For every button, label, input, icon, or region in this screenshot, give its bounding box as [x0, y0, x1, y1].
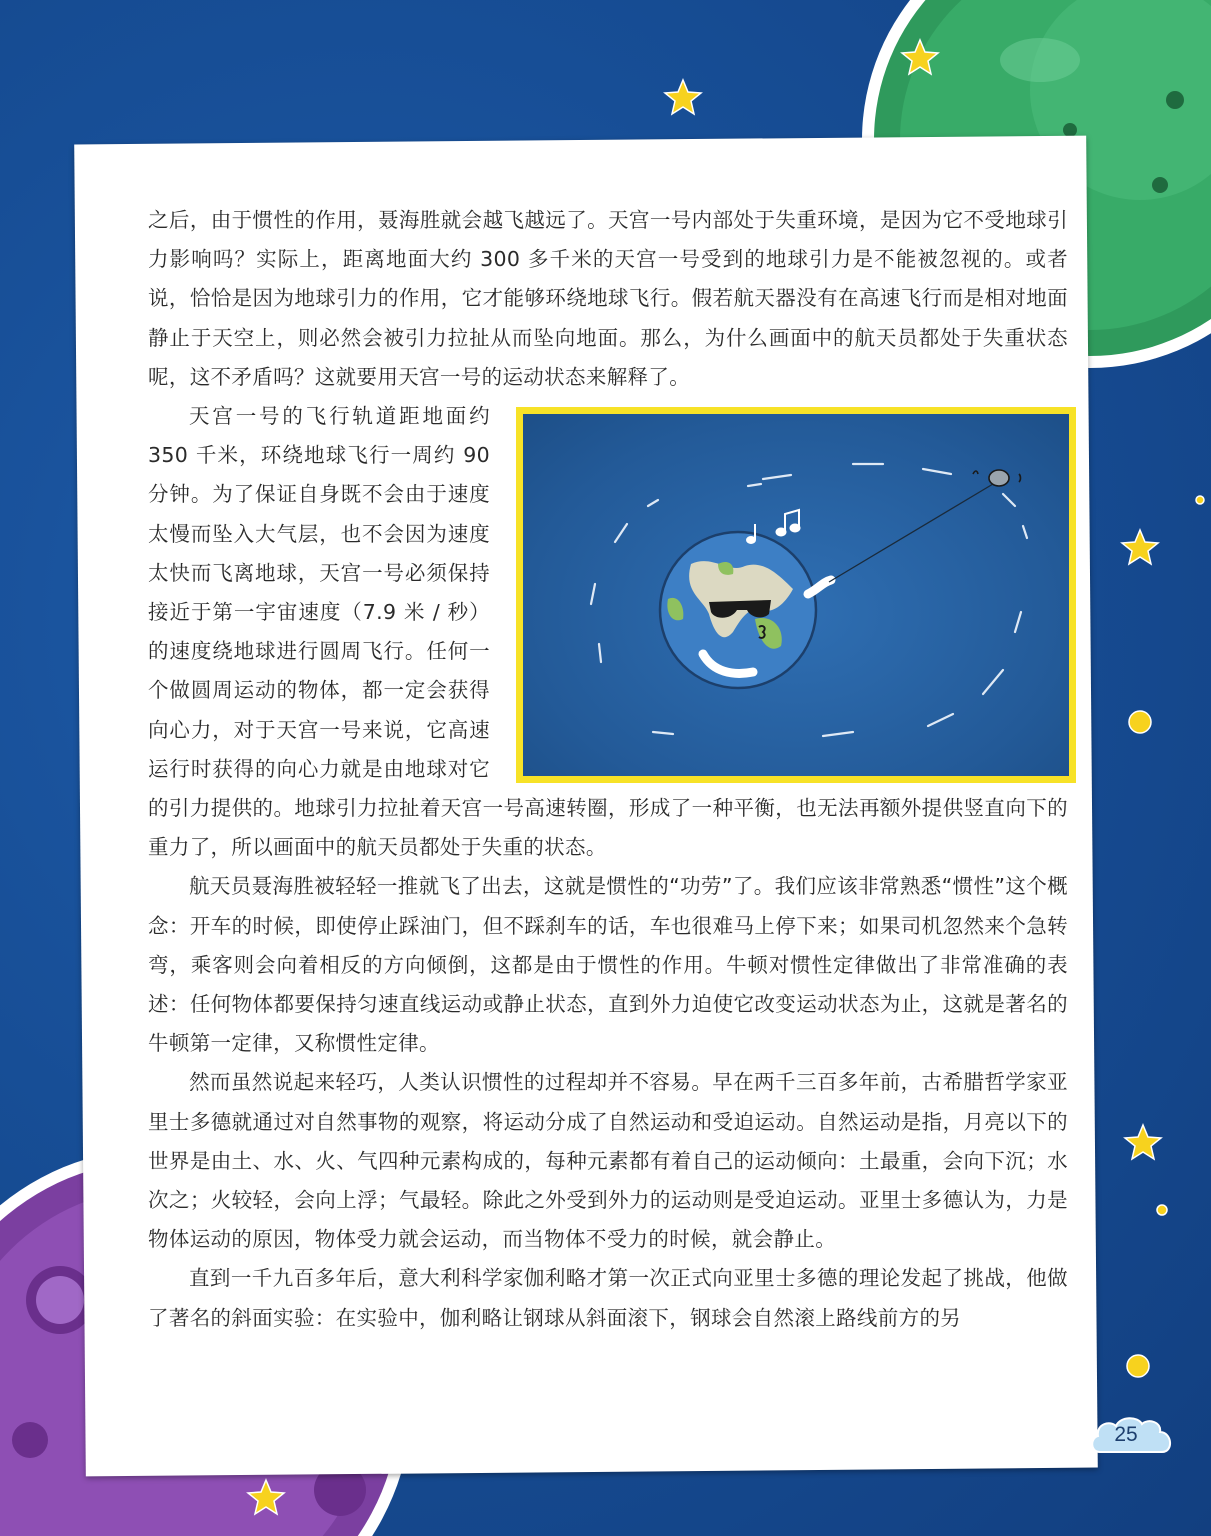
paragraph-3: 航天员聂海胜被轻轻一推就飞了出去，这就是惯性的“功劳”了。我们应该非常熟悉“惯性”这个概念：开车的时候，即使停止踩油门，但不踩刹车的话，车也很难马上停下来；如果司机忽然来个急转弯，乘客则会向着相反的方向倾倒，这都是由于惯性的作用。牛顿对惯性定律做出了非常准确的表述：任何物体都要保持匀速直线运动或静止状态，直到外力迫使它改变运动状态为止，这就是著名的牛顿第一定律，又称惯性定律。 — [148, 874, 1068, 1056]
paragraph-4: 然而虽然说起来轻巧，人类认识惯性的过程却并不容易。早在两千三百多年前，古希腊哲学家亚里士多德就通过对自然事物的观察，将运动分成了自然运动和受迫运动。自然运动是指，月亮以下的世界是由土、水、火、气四种元素构成的，每种元素都有着自己的运动倾向：土最重，会向下沉；水次之；火较轻，会向上浮；气最轻。除此之外受到外力的运动则是受迫运动。亚里士多德认为，力是物体运动的原因，物体受力就会运动，而当物体不受力的时候，就会静止。 — [148, 1070, 1068, 1252]
music-notes-icon — [747, 510, 800, 543]
paragraph-1: 之后，由于惯性的作用，聂海胜就会越飞越远了。天宫一号内部处于失重环境，是因为它不受地球引力影响吗？实际上，距离地面大约 300 多千米的天宫一号受到的地球引力是不能被忽视的。或者说，恰恰是因为地球引力的作用，它才能够环绕地球飞行。假若航天器没有在高速飞行而是相对地面静止于天空上，则必然会被引力拉扯从而坠向地面。那么，为什么画面中的航天员都处于失重状态呢，这不矛盾吗？这就要用天宫一号的运动状态来解释了。 — [148, 208, 1068, 389]
article-body — [148, 201, 1068, 1338]
space-station-icon — [973, 470, 1021, 486]
illustration-frame — [516, 407, 1076, 783]
earth-with-sunglasses-icon — [660, 532, 831, 688]
earth-illustration — [523, 414, 1069, 776]
tether-line — [829, 484, 993, 582]
paragraph-2: 天宫一号的飞行轨道距地面约 350 千米，环绕地球飞行一周约 90 分钟。为了保证自身既不会由于速度太慢而坠入大气层，也不会因为速度太快而飞离地球，天宫一号必须保持接近于第一宇宙速度（7.9 米 / 秒）的速度绕地球进行圆周飞行。任何一个做圆周运动的物体，都一定会获得向心力，对于天宫一号来说，它高速运行时获得的向心力就是由地球对它的引力提供的。地球引力拉扯着天宫一号高速转圈，形成了一种平衡，也无法再额外提供竖直向下的重力了，所以画面中的航天员都处于失重的状态。 — [148, 404, 1068, 860]
page-number: 25 — [1114, 1423, 1138, 1446]
paragraph-5: 直到一千九百多年后，意大利科学家伽利略才第一次正式向亚里士多德的理论发起了挑战，他做了著名的斜面实验：在实验中，伽利略让钢球从斜面滚下，钢球会自然滚上路线前方的另 — [148, 1266, 1068, 1330]
